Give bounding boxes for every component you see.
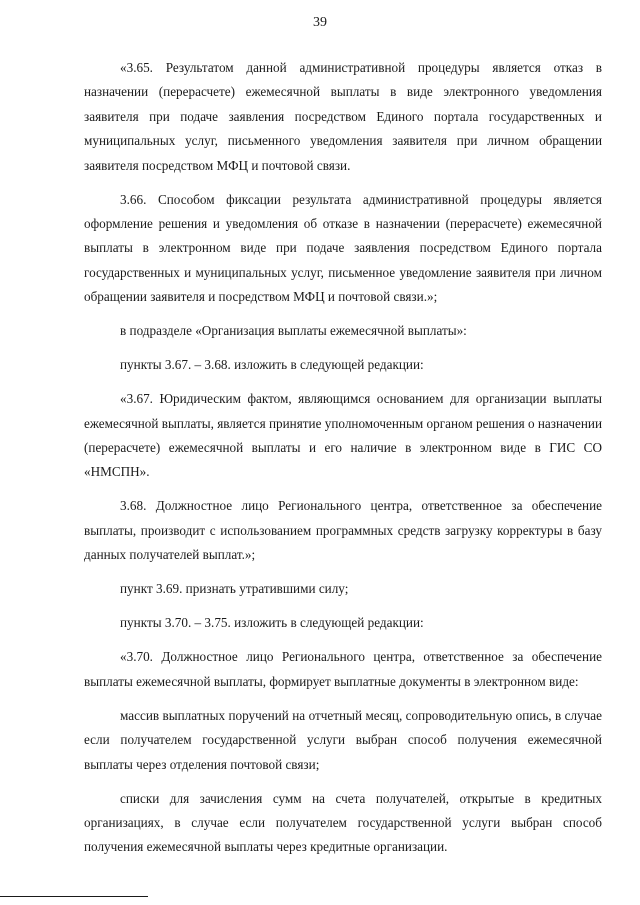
- paragraph-3-70: «3.70. Должностное лицо Регионального центра, ответственное за обеспечение выплаты ежемесячной выплаты, формирует выплатные документы в электронном виде:: [84, 649, 602, 689]
- body-text: [84, 56, 602, 869]
- paragraph-subsection-intro: в подразделе «Организация выплаты ежемесячной выплаты»:: [120, 323, 467, 339]
- paragraph-points-3-70-3-75: пункты 3.70. – 3.75. изложить в следующей редакции:: [120, 615, 424, 631]
- paragraph-3-67: «3.67. Юридическим фактом, являющимся основанием для организации выплаты ежемесячной выплаты, является принятие уполномоченным органом решения о назначении (перерасчете) ежемесячной выплаты и его наличие в электронном виде в ГИС СО «НМСПН».: [84, 391, 602, 480]
- paragraph-points-3-67-3-68: пункты 3.67. – 3.68. изложить в следующей редакции:: [120, 357, 424, 373]
- paragraph-3-65: «3.65. Результатом данной административной процедуры является отказ в назначении (перерасчете) ежемесячной выплаты в виде электронного уведомления заявителя при подаче заявления посредством Единого портала государственных и муниципальных услуг, письменного уведомления заявителя при личном обращении заявителя посредством МФЦ и почтовой связи.: [84, 60, 602, 173]
- paragraph-3-68: 3.68. Должностное лицо Регионального центра, ответственное за обеспечение выплаты, производит с использованием программных средств загрузку корректуры в базу данных получателей выплат.»;: [84, 498, 602, 563]
- page-number: 39: [313, 15, 327, 30]
- paragraph-3-66: 3.66. Способом фиксации результата административной процедуры является оформление решения и уведомления об отказе в назначении (перерасчете) ежемесячной выплаты в электронном виде при подаче заявления посредством Единого портала государственных и муниципальных услуг, письменное уведомление заявителя при личном обращении заявителя и посредством МФЦ и почтовой связи.»;: [84, 191, 602, 305]
- paragraph-point-3-69: пункт 3.69. признать утратившими силу;: [120, 581, 349, 597]
- paragraph-credit-lists: списки для зачисления сумм на счета получателей, открытые в кредитных организациях, в случае если получателем государственной услуги выбран способ получения ежемесячной выплаты через кредитные организации.: [84, 790, 602, 855]
- footnote-rule: [0, 896, 148, 897]
- paragraph-payment-orders: массив выплатных поручений на отчетный месяц, сопроводительную опись, в случае если получателем государственной услуги выбран способ получения ежемесячной выплаты через отделения почтовой связи;: [84, 707, 602, 772]
